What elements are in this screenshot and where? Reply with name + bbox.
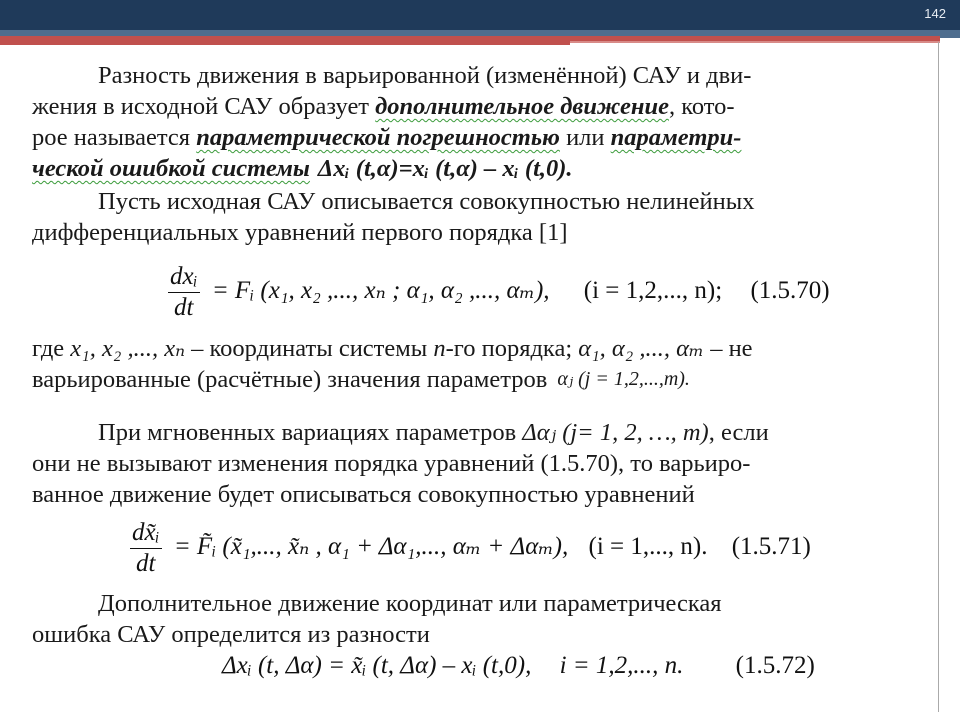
slide-body: [32, 60, 924, 248]
para4-line2: они не вызывают изменения порядка уравнений (1.5.70), то варьиро-: [32, 450, 751, 477]
slide-body-2: [32, 333, 924, 510]
header-band-navy: [0, 0, 960, 30]
para2-line2: дифференциальных уравнений первого порядка [1]: [32, 219, 568, 246]
header-band-red-lower: [0, 41, 570, 45]
equation-number: (1.5.72): [735, 652, 815, 679]
page-number: 142: [924, 6, 946, 21]
equation-number: (1.5.70): [750, 277, 830, 305]
slide-body-3: [32, 588, 924, 650]
fraction-dxi-dt: $\frac{\text{dxᵢ}}{dt}$: [170, 263, 198, 321]
fraction-dxtilde-dt: $\frac{\text{dx̃ᵢ}}{dt}$: [132, 519, 160, 577]
para3-line1: где x₁, x₂ ,..., xₙ – координаты системы n-го порядка; α₁, α₂ ,..., αₘ – не: [32, 335, 753, 362]
para1-line3: рое называется параметрической погрешностью или параметри-: [32, 124, 742, 151]
term-parametric-error: параметрической погрешностью: [196, 124, 560, 151]
para3-line2: варьированные (расчётные) значения параметров αⱼ (j = 1,2,...,m).: [32, 366, 690, 393]
para5-line2: ошибка САУ определится из разности: [32, 621, 430, 648]
para4-line3: ванное движение будет описываться совокупностью уравнений: [32, 481, 695, 508]
para2-line1: Пусть исходная САУ описывается совокупностью нелинейных: [98, 188, 755, 215]
term-additional-motion: дополнительное движение: [375, 93, 669, 120]
equation-1-5-71: $\frac{\text{dx̃ᵢ}}{dt}$ = F̃ᵢ (x̃₁,..., x̃ₙ , α₁ + Δα₁,..., αₘ + Δαₘ), (i = 1,..., n). (1.5.71): [132, 519, 811, 577]
right-margin-rule: [938, 42, 939, 712]
equation-1-5-72: Δxᵢ (t, Δα) = x̃ᵢ (t, Δα) – xᵢ (t,0), i = 1,2,..., n. (1.5.72): [222, 652, 815, 679]
para5-line1: Дополнительное движение координат или параметрическая: [98, 590, 722, 617]
equation-1-5-70: $\frac{\text{dxᵢ}}{dt}$ = Fᵢ (x₁, x₂ ,..., xₙ ; α₁, α₂ ,..., αₘ), (i = 1,2,..., n); (1.5.70): [170, 263, 830, 321]
equation-number: (1.5.71): [731, 533, 811, 561]
para4-line1: При мгновенных вариациях параметров Δαⱼ (j= 1, 2, …, m), если: [98, 419, 769, 446]
para1-line1: Разность движения в варьированной (изменённой) САУ и дви-: [98, 62, 752, 89]
header-band-red-thin: [570, 41, 940, 43]
para1-line4: ческой ошибкой системы Δxᵢ (t,α)=xᵢ (t,α) – xᵢ (t,0).: [32, 155, 573, 182]
definition-formula: Δxᵢ (t,α)=xᵢ (t,α) – xᵢ (t,0).: [317, 155, 573, 182]
para1-line2: жения в исходной САУ образует дополнительное движение, кото-: [32, 93, 735, 120]
